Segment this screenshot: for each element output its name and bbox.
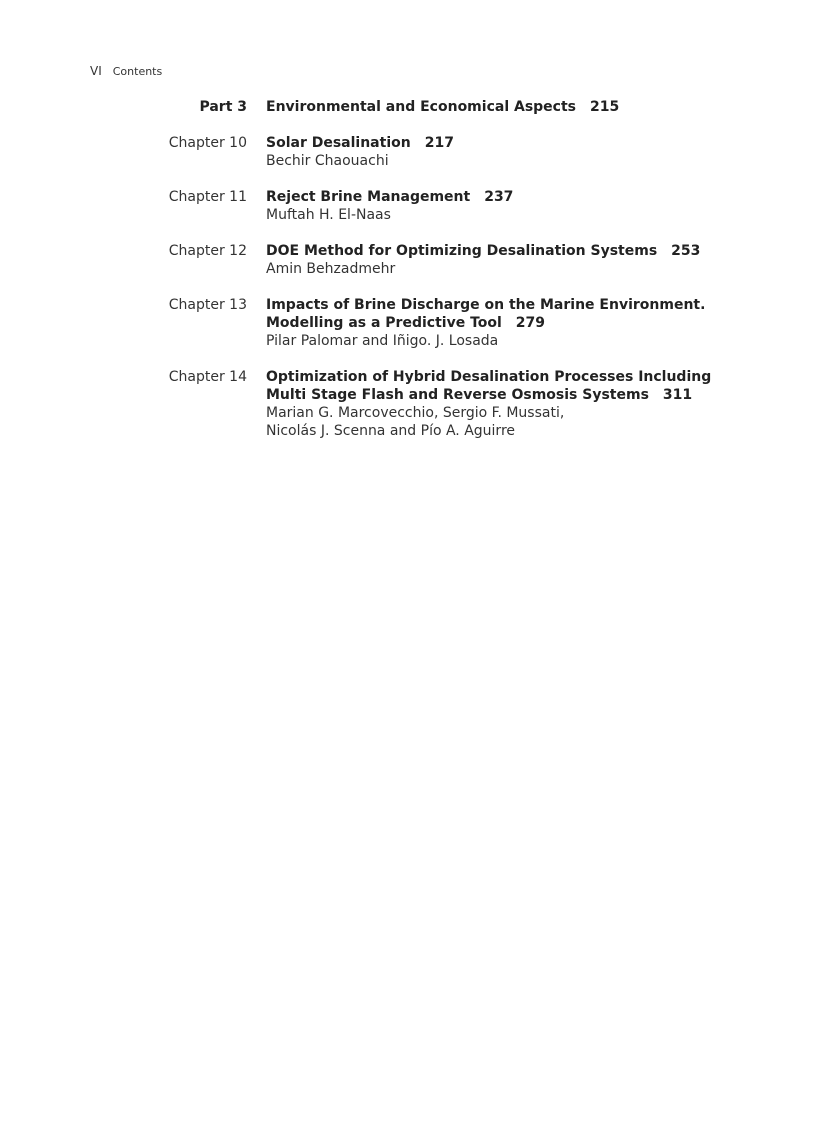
chapter-title-line: [266, 242, 806, 260]
part-title-line: [266, 98, 806, 116]
chapter-authors: Marian G. Marcovecchio, Sergio F. Mussati,: [266, 405, 565, 421]
chapter-authors: Amin Behzadmehr: [266, 261, 396, 277]
part-content: [266, 98, 806, 116]
chapter-page-number: 237: [484, 189, 514, 205]
chapter-label: Chapter 12: [168, 243, 247, 259]
part-title: Environmental and Economical Aspects: [266, 99, 576, 115]
chapter-title-line: [266, 188, 806, 206]
table-of-contents: [0, 98, 816, 458]
chapter-content: [266, 188, 806, 224]
chapter-title-line: [266, 386, 806, 404]
chapter-page-number: 253: [671, 243, 701, 259]
chapter-authors: Bechir Chaouachi: [266, 153, 389, 169]
running-head-section: Contents: [112, 65, 163, 78]
part-label: Part 3: [199, 99, 247, 115]
toc-chapter-entry: [0, 296, 816, 350]
chapter-authors: Pilar Palomar and Iñigo. J. Losada: [266, 333, 499, 349]
chapter-label: Chapter 13: [168, 297, 247, 313]
chapter-label: Chapter 11: [168, 189, 247, 205]
chapter-content: [266, 134, 806, 170]
chapter-label: Chapter 14: [168, 369, 247, 385]
toc-part-entry: [0, 98, 816, 116]
part-page-number: 215: [590, 99, 620, 115]
chapter-page-number: 217: [424, 135, 454, 151]
chapter-authors: Nicolás J. Scenna and Pío A. Aguirre: [266, 423, 516, 439]
chapter-title-line: [266, 314, 806, 332]
chapter-title: Multi Stage Flash and Reverse Osmosis Systems: [266, 387, 649, 403]
toc-chapter-entry: [0, 134, 816, 170]
chapter-content: [266, 242, 806, 278]
chapter-content: [266, 368, 806, 440]
chapter-title-line: [266, 134, 806, 152]
chapter-title: Solar Desalination: [266, 135, 411, 151]
toc-chapter-entry: [0, 242, 816, 278]
chapter-title: DOE Method for Optimizing Desalination Systems: [266, 243, 658, 259]
chapter-title: Modelling as a Predictive Tool: [266, 315, 502, 331]
chapter-page-number: 279: [515, 315, 546, 331]
running-head: [90, 64, 162, 78]
toc-chapter-entry: [0, 188, 816, 224]
chapter-label: Chapter 10: [168, 135, 247, 151]
chapter-title-line: Impacts of Brine Discharge on the Marine Environment.: [266, 297, 706, 313]
chapter-title: Reject Brine Management: [266, 189, 471, 205]
chapter-title-line: Optimization of Hybrid Desalination Processes Including: [266, 369, 712, 385]
chapter-authors: Muftah H. El-Naas: [266, 207, 391, 223]
page-folio: VI: [90, 64, 102, 78]
chapter-page-number: 311: [662, 387, 693, 403]
chapter-content: [266, 296, 806, 350]
toc-chapter-entry: [0, 368, 816, 440]
